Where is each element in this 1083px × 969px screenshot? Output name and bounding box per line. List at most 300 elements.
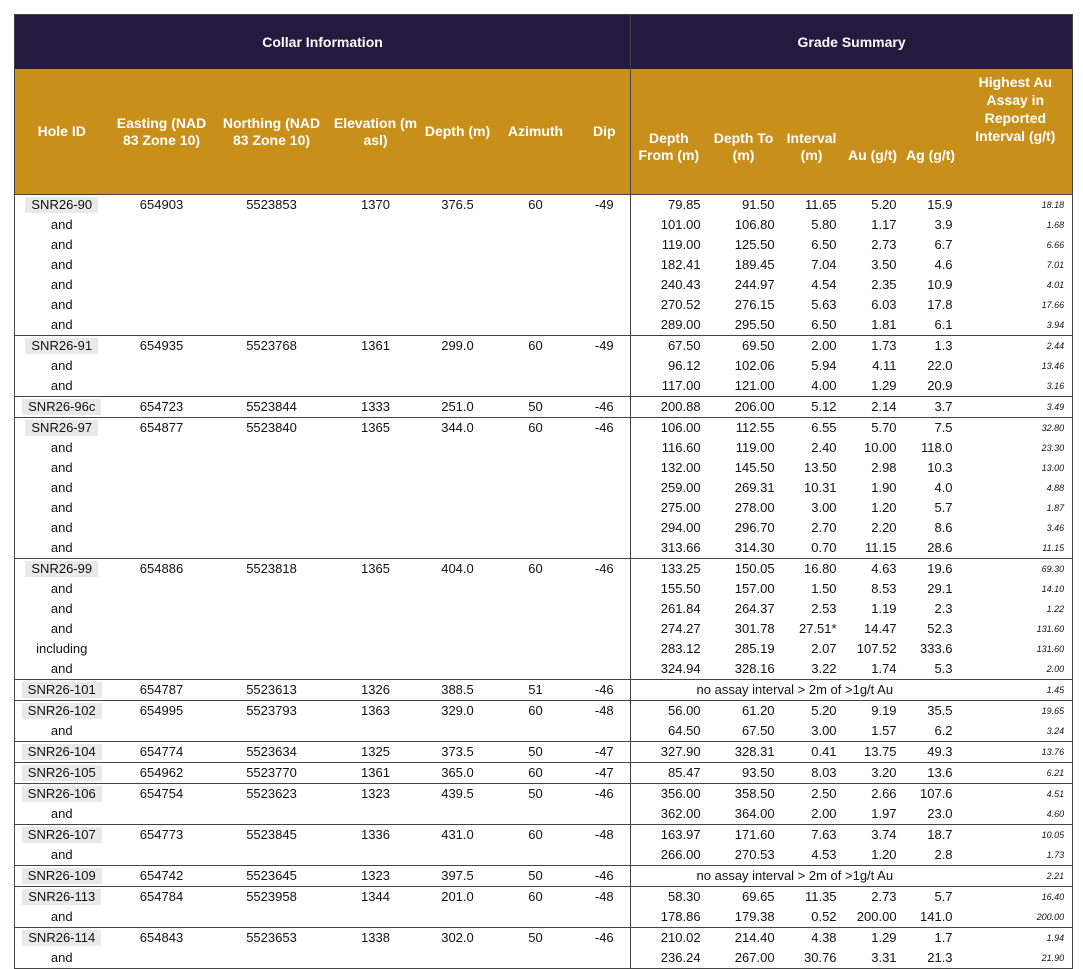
cell-ag: 8.6 xyxy=(934,520,953,535)
cell-elevation xyxy=(329,215,423,235)
hole-id-label: and xyxy=(50,621,73,636)
cell-ag: 35.5 xyxy=(903,701,959,722)
cell-dip xyxy=(579,498,631,518)
cell-azimuth xyxy=(493,255,579,275)
cell-interval: 13.50 xyxy=(804,460,837,475)
cell-highest-au: 1.22 xyxy=(1046,604,1065,614)
cell-hole-id xyxy=(15,438,109,458)
cell-northing: 5523840 xyxy=(215,418,329,439)
cell-ag: 5.7 xyxy=(934,500,953,515)
cell-easting xyxy=(109,438,215,458)
cell-highest-au: 200.00 xyxy=(1036,912,1065,922)
cell-interval: 2.00 xyxy=(811,806,837,821)
cell-azimuth: 50 xyxy=(493,866,579,887)
hole-id-label: SNR26-106 xyxy=(22,786,102,802)
cell-hole-id xyxy=(15,498,109,518)
cell-easting xyxy=(109,458,215,478)
cell-dip xyxy=(579,804,631,825)
cell-easting xyxy=(109,518,215,538)
table-row xyxy=(15,784,1073,805)
cell-au: 1.19 xyxy=(871,601,897,616)
cell-hole-id xyxy=(15,275,109,295)
cell-northing xyxy=(215,948,329,969)
cell-northing xyxy=(215,639,329,659)
cell-au: 2.98 xyxy=(871,460,897,475)
cell-depth-from: 266.00 xyxy=(660,847,701,862)
cell-easting: 654754 xyxy=(109,784,215,805)
cell-depth-to: 119.00 xyxy=(735,440,775,455)
cell-easting xyxy=(109,721,215,742)
cell-easting: 654784 xyxy=(109,887,215,908)
hole-id-label: SNR26-113 xyxy=(22,889,101,905)
cell-azimuth: 60 xyxy=(493,418,579,439)
cell-depth-from: 58.30 xyxy=(631,887,707,908)
cell-elevation xyxy=(329,255,423,275)
cell-depth xyxy=(423,804,493,825)
cell-elevation xyxy=(329,639,423,659)
cell-au: 1.57 xyxy=(871,723,897,738)
cell-depth xyxy=(423,458,493,478)
cell-ag: 2.8 xyxy=(934,847,953,862)
cell-depth-from: 327.90 xyxy=(631,742,707,763)
cell-ag: 3.9 xyxy=(934,217,953,232)
table-row xyxy=(15,438,1073,458)
cell-interval: 4.00 xyxy=(811,378,837,393)
cell-au: 2.14 xyxy=(843,397,903,418)
cell-easting: 654774 xyxy=(109,742,215,763)
cell-depth-from: 155.50 xyxy=(660,581,701,596)
cell-elevation: 1338 xyxy=(329,928,423,949)
cell-interval: 0.52 xyxy=(811,909,837,924)
cell-interval: 10.31 xyxy=(804,480,837,495)
cell-hole-id xyxy=(15,721,109,742)
cell-azimuth xyxy=(493,518,579,538)
cell-highest-au: 13.76 xyxy=(959,742,1073,763)
cell-dip xyxy=(579,619,631,639)
cell-azimuth: 50 xyxy=(493,928,579,949)
hole-id-label: and xyxy=(50,847,73,862)
cell-interval: 5.94 xyxy=(811,358,837,373)
cell-highest-au: 19.65 xyxy=(959,701,1073,722)
cell-dip: -47 xyxy=(579,742,631,763)
cell-interval: 5.12 xyxy=(781,397,843,418)
cell-depth xyxy=(423,599,493,619)
cell-easting xyxy=(109,599,215,619)
cell-ag: 141.0 xyxy=(920,909,953,924)
cell-interval: 6.50 xyxy=(811,317,837,332)
cell-depth-from: 274.27 xyxy=(660,621,701,636)
cell-interval: 0.41 xyxy=(781,742,843,763)
cell-interval: 7.63 xyxy=(781,825,843,846)
cell-highest-au: 1.73 xyxy=(1046,850,1065,860)
cell-azimuth xyxy=(493,639,579,659)
cell-depth-from: 261.84 xyxy=(660,601,701,616)
cell-interval: 5.20 xyxy=(781,701,843,722)
col-depth: Depth (m) xyxy=(423,69,493,195)
cell-depth xyxy=(423,215,493,235)
cell-azimuth xyxy=(493,458,579,478)
table-row xyxy=(15,845,1073,866)
cell-elevation xyxy=(329,458,423,478)
cell-azimuth xyxy=(493,215,579,235)
cell-hole-id xyxy=(15,948,109,969)
cell-elevation xyxy=(329,438,423,458)
cell-depth xyxy=(423,845,493,866)
cell-depth xyxy=(423,538,493,559)
cell-depth-from: 324.94 xyxy=(660,661,701,676)
cell-ag: 6.1 xyxy=(934,317,953,332)
cell-azimuth xyxy=(493,721,579,742)
cell-dip xyxy=(579,235,631,255)
cell-depth-from: 119.00 xyxy=(661,237,701,252)
col-hole-id: Hole ID xyxy=(15,69,109,195)
cell-dip xyxy=(579,907,631,928)
cell-interval: 4.54 xyxy=(811,277,837,292)
cell-ag: 333.6 xyxy=(920,641,953,656)
cell-depth-to: 91.50 xyxy=(707,195,781,216)
cell-highest-au: 3.94 xyxy=(1046,320,1065,330)
cell-depth-to: 270.53 xyxy=(734,847,775,862)
cell-depth-to: 61.20 xyxy=(707,701,781,722)
cell-interval: 2.40 xyxy=(811,440,837,455)
cell-dip: -46 xyxy=(579,928,631,949)
cell-au: 1.20 xyxy=(871,500,897,515)
cell-easting: 654962 xyxy=(109,763,215,784)
hole-id-label: and xyxy=(50,581,73,596)
cell-depth-from: 101.00 xyxy=(660,217,701,232)
cell-easting xyxy=(109,619,215,639)
cell-ag: 3.7 xyxy=(903,397,959,418)
cell-elevation xyxy=(329,498,423,518)
hole-id-label: and xyxy=(50,378,73,393)
cell-hole-id xyxy=(15,579,109,599)
cell-depth-from: 283.12 xyxy=(660,641,701,656)
cell-elevation: 1370 xyxy=(329,195,423,216)
cell-azimuth xyxy=(493,235,579,255)
cell-azimuth: 51 xyxy=(493,680,579,701)
cell-ag: 22.0 xyxy=(927,358,953,373)
cell-azimuth xyxy=(493,579,579,599)
table-row xyxy=(15,275,1073,295)
cell-azimuth: 60 xyxy=(493,559,579,580)
cell-highest-au: 3.24 xyxy=(1046,726,1065,736)
cell-northing: 5523818 xyxy=(215,559,329,580)
cell-depth-from: 270.52 xyxy=(660,297,701,312)
cell-interval: 4.38 xyxy=(781,928,843,949)
cell-depth xyxy=(423,619,493,639)
cell-depth xyxy=(423,275,493,295)
hole-id-label: SNR26-101 xyxy=(22,682,102,698)
cell-hole-id xyxy=(15,619,109,639)
cell-dip: -46 xyxy=(579,680,631,701)
cell-dip xyxy=(579,458,631,478)
cell-northing xyxy=(215,275,329,295)
cell-interval: 0.70 xyxy=(811,540,837,555)
cell-easting: 654773 xyxy=(109,825,215,846)
cell-depth xyxy=(423,498,493,518)
cell-depth-to: 189.45 xyxy=(734,257,775,272)
cell-depth-to: 364.00 xyxy=(734,806,775,821)
cell-dip xyxy=(579,376,631,397)
cell-depth-to: 276.15 xyxy=(734,297,775,312)
cell-ag: 15.9 xyxy=(903,195,959,216)
cell-depth: 365.0 xyxy=(423,763,493,784)
cell-easting xyxy=(109,275,215,295)
cell-elevation: 1323 xyxy=(329,784,423,805)
cell-northing: 5523623 xyxy=(215,784,329,805)
cell-hole-id xyxy=(15,599,109,619)
cell-elevation xyxy=(329,538,423,559)
table-row xyxy=(15,721,1073,742)
cell-interval: 1.50 xyxy=(811,581,837,596)
cell-northing xyxy=(215,518,329,538)
cell-hole-id xyxy=(15,928,109,949)
cell-dip xyxy=(579,356,631,376)
hole-id-label: SNR26-107 xyxy=(22,827,102,843)
hole-id-label: and xyxy=(50,440,73,455)
cell-depth xyxy=(423,907,493,928)
table-row xyxy=(15,215,1073,235)
cell-easting xyxy=(109,804,215,825)
cell-dip: -48 xyxy=(579,887,631,908)
cell-elevation xyxy=(329,235,423,255)
cell-highest-au: 131.60 xyxy=(1036,624,1065,634)
cell-au: 3.31 xyxy=(843,948,903,969)
cell-au: 5.20 xyxy=(843,195,903,216)
cell-hole-id xyxy=(15,235,109,255)
cell-dip: -48 xyxy=(579,825,631,846)
cell-depth xyxy=(423,639,493,659)
cell-elevation xyxy=(329,518,423,538)
cell-dip: -48 xyxy=(579,701,631,722)
cell-azimuth xyxy=(493,478,579,498)
cell-northing xyxy=(215,659,329,680)
cell-northing xyxy=(215,907,329,928)
cell-depth-to: 328.16 xyxy=(734,661,775,676)
cell-ag: 23.0 xyxy=(927,806,953,821)
cell-highest-au: 4.60 xyxy=(1046,809,1065,819)
cell-northing xyxy=(215,498,329,518)
cell-depth-to: 269.31 xyxy=(734,480,775,495)
cell-highest-au: 3.49 xyxy=(959,397,1073,418)
cell-depth xyxy=(423,315,493,336)
cell-hole-id xyxy=(15,195,109,216)
hole-id-label: and xyxy=(50,317,73,332)
col-dip: Dip xyxy=(579,69,631,195)
cell-depth-to: 150.05 xyxy=(707,559,781,580)
cell-highest-au: 69.30 xyxy=(959,559,1073,580)
cell-ag: 13.6 xyxy=(903,763,959,784)
cell-depth: 302.0 xyxy=(423,928,493,949)
cell-azimuth xyxy=(493,295,579,315)
cell-azimuth xyxy=(493,498,579,518)
cell-depth-to: 67.50 xyxy=(742,723,775,738)
hole-id-label: SNR26-91 xyxy=(25,338,98,354)
cell-depth xyxy=(423,356,493,376)
cell-au: 1.20 xyxy=(871,847,897,862)
cell-ag: 118.0 xyxy=(920,440,953,455)
cell-depth xyxy=(423,295,493,315)
table-row xyxy=(15,579,1073,599)
cell-ag: 1.3 xyxy=(903,336,959,357)
cell-easting xyxy=(109,845,215,866)
cell-au: 2.20 xyxy=(871,520,897,535)
table-row xyxy=(15,599,1073,619)
cell-northing: 5523634 xyxy=(215,742,329,763)
cell-northing xyxy=(215,215,329,235)
cell-au: 1.29 xyxy=(871,378,897,393)
cell-easting xyxy=(109,478,215,498)
cell-depth-to: 171.60 xyxy=(707,825,781,846)
cell-elevation xyxy=(329,845,423,866)
cell-au: 5.70 xyxy=(843,418,903,439)
cell-easting xyxy=(109,659,215,680)
table-row xyxy=(15,887,1073,908)
cell-hole-id xyxy=(15,336,109,357)
cell-ag: 20.9 xyxy=(927,378,953,393)
hole-id-label: SNR26-104 xyxy=(22,744,102,760)
cell-easting: 654742 xyxy=(109,866,215,887)
cell-depth-to: 121.00 xyxy=(734,378,775,393)
cell-depth-from: 240.43 xyxy=(660,277,701,292)
hole-id-label: SNR26-109 xyxy=(22,868,102,884)
cell-northing xyxy=(215,315,329,336)
cell-dip xyxy=(579,659,631,680)
cell-azimuth xyxy=(493,438,579,458)
cell-interval: 5.63 xyxy=(811,297,837,312)
cell-northing xyxy=(215,845,329,866)
hole-id-label: and xyxy=(50,277,73,292)
cell-depth: 329.0 xyxy=(423,701,493,722)
table-row xyxy=(15,763,1073,784)
table-body xyxy=(15,195,1073,969)
cell-easting xyxy=(109,356,215,376)
cell-hole-id xyxy=(15,295,109,315)
cell-depth-to: 244.97 xyxy=(734,277,775,292)
cell-hole-id xyxy=(15,418,109,439)
cell-interval: 2.07 xyxy=(811,641,837,656)
cell-depth: 431.0 xyxy=(423,825,493,846)
hole-id-label: SNR26-105 xyxy=(22,765,102,781)
cell-easting: 654903 xyxy=(109,195,215,216)
hole-id-label: SNR26-96c xyxy=(22,399,101,415)
cell-elevation: 1361 xyxy=(329,336,423,357)
cell-depth-from: 163.97 xyxy=(631,825,707,846)
cell-ag: 10.9 xyxy=(927,277,953,292)
cell-interval: 2.70 xyxy=(811,520,837,535)
cell-ag: 28.6 xyxy=(927,540,953,555)
cell-interval: 30.76 xyxy=(781,948,843,969)
cell-depth-from: 96.12 xyxy=(668,358,701,373)
cell-au: 6.03 xyxy=(871,297,897,312)
col-elevation: Elevation (m asl) xyxy=(329,69,423,195)
table-row xyxy=(15,418,1073,439)
cell-depth-from: 133.25 xyxy=(631,559,707,580)
cell-easting xyxy=(109,538,215,559)
cell-no-assay-note: no assay interval > 2m of >1g/t Au xyxy=(631,680,959,701)
cell-highest-au: 18.18 xyxy=(959,195,1073,216)
cell-highest-au: 7.01 xyxy=(1046,260,1065,270)
hole-id-label: and xyxy=(50,661,73,676)
cell-highest-au: 10.05 xyxy=(959,825,1073,846)
cell-hole-id xyxy=(15,315,109,336)
col-depth-from: Depth From (m) xyxy=(631,69,707,195)
table-row xyxy=(15,235,1073,255)
cell-easting: 654877 xyxy=(109,418,215,439)
cell-azimuth xyxy=(493,599,579,619)
table-row xyxy=(15,804,1073,825)
cell-dip xyxy=(579,538,631,559)
cell-dip: -46 xyxy=(579,418,631,439)
cell-depth-from: 236.24 xyxy=(631,948,707,969)
cell-easting: 654723 xyxy=(109,397,215,418)
cell-au: 10.00 xyxy=(864,440,897,455)
cell-hole-id xyxy=(15,845,109,866)
table-row xyxy=(15,356,1073,376)
cell-interval: 16.80 xyxy=(781,559,843,580)
table-row xyxy=(15,518,1073,538)
cell-hole-id xyxy=(15,887,109,908)
cell-easting: 654995 xyxy=(109,701,215,722)
cell-depth: 376.5 xyxy=(423,195,493,216)
table-row xyxy=(15,195,1073,216)
cell-highest-au: 2.21 xyxy=(959,866,1073,887)
cell-hole-id xyxy=(15,742,109,763)
cell-hole-id xyxy=(15,825,109,846)
cell-elevation xyxy=(329,721,423,742)
cell-highest-au: 23.30 xyxy=(1041,443,1065,453)
table-row xyxy=(15,255,1073,275)
cell-dip xyxy=(579,639,631,659)
cell-depth-from: 79.85 xyxy=(631,195,707,216)
cell-easting: 654935 xyxy=(109,336,215,357)
hole-id-label: and xyxy=(50,723,73,738)
cell-highest-au: 11.15 xyxy=(1042,543,1065,553)
cell-au: 11.15 xyxy=(864,540,897,555)
cell-hole-id xyxy=(15,907,109,928)
cell-depth-to: 93.50 xyxy=(707,763,781,784)
drill-results-table-container xyxy=(14,14,1072,969)
cell-elevation: 1363 xyxy=(329,701,423,722)
cell-hole-id xyxy=(15,538,109,559)
cell-ag: 49.3 xyxy=(903,742,959,763)
cell-elevation xyxy=(329,804,423,825)
cell-hole-id xyxy=(15,376,109,397)
cell-dip xyxy=(579,518,631,538)
cell-interval: 27.51* xyxy=(798,621,837,636)
cell-depth xyxy=(423,518,493,538)
cell-elevation xyxy=(329,478,423,498)
cell-au: 1.90 xyxy=(871,480,897,495)
cell-depth-from: 259.00 xyxy=(660,480,701,495)
cell-depth: 299.0 xyxy=(423,336,493,357)
cell-hole-id xyxy=(15,659,109,680)
cell-elevation: 1325 xyxy=(329,742,423,763)
cell-highest-au: 16.40 xyxy=(959,887,1073,908)
cell-ag: 6.2 xyxy=(934,723,953,738)
cell-au: 2.73 xyxy=(871,237,897,252)
cell-northing xyxy=(215,619,329,639)
cell-dip: -46 xyxy=(579,397,631,418)
cell-easting: 654787 xyxy=(109,680,215,701)
hole-id-label: SNR26-102 xyxy=(22,703,102,719)
cell-depth-to: 106.80 xyxy=(734,217,775,232)
hole-id-label: and xyxy=(50,460,73,475)
cell-ag: 4.0 xyxy=(934,480,953,495)
cell-ag: 5.3 xyxy=(934,661,953,676)
col-au: Au (g/t) xyxy=(843,69,903,195)
cell-hole-id xyxy=(15,397,109,418)
